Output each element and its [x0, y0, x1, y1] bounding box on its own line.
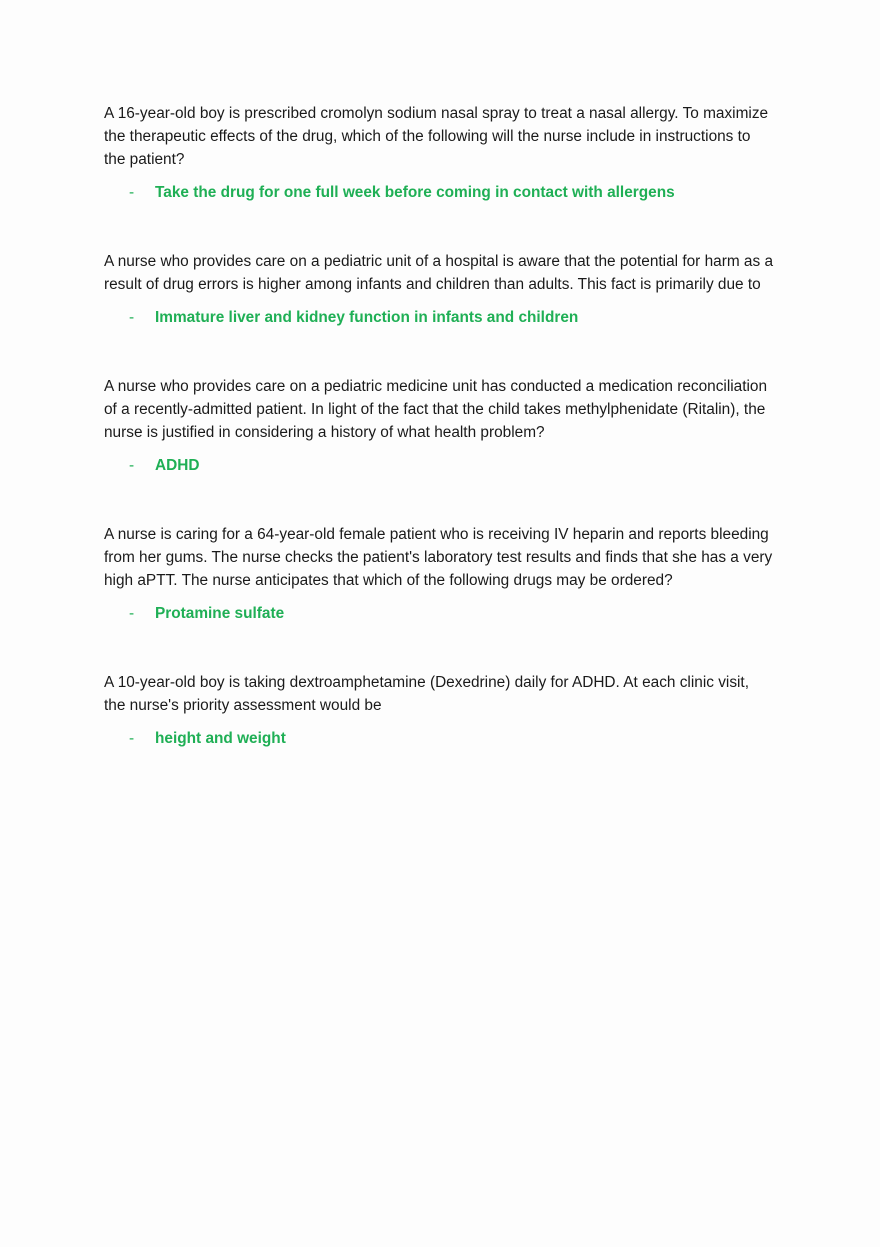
- bullet-dash: -: [129, 605, 135, 622]
- answer-line: [104, 454, 774, 477]
- question-block-3: [104, 375, 774, 477]
- answer-line: [104, 602, 774, 625]
- answer-line: [104, 181, 774, 204]
- question-text: A nurse who provides care on a pediatric medicine unit has conducted a medication reconciliation of a recently-admitted patient. In light of the fact that the child takes methylphenidate (Ritalin), the nurse is justified in considering a history of what health problem?: [104, 378, 768, 441]
- question-block-4: [104, 523, 774, 625]
- bullet-dash: -: [129, 184, 135, 201]
- answer-text: height and weight: [155, 730, 286, 747]
- answer-line: [104, 727, 774, 750]
- bullet-dash: -: [129, 730, 135, 747]
- answer-text: Immature liver and kidney function in infants and children: [155, 309, 579, 326]
- question-block-1: [104, 102, 774, 204]
- bullet-dash: -: [129, 457, 135, 474]
- question-block-5: [104, 671, 774, 750]
- answer-line: [104, 306, 774, 329]
- question-text: A nurse who provides care on a pediatric unit of a hospital is aware that the potential for harm as a result of drug errors is higher among infants and children than adults. This fact is primarily due to: [104, 253, 774, 293]
- answer-text: ADHD: [155, 457, 200, 474]
- question-text: A nurse is caring for a 64-year-old female patient who is receiving IV heparin and reports bleeding from her gums. The nurse checks the patient's laboratory test results and finds that she has a very high aPTT. The nurse anticipates that which of the following drugs may be ordered?: [104, 526, 773, 589]
- document-page: [104, 102, 774, 750]
- question-block-2: [104, 250, 774, 329]
- answer-text: Protamine sulfate: [155, 605, 285, 622]
- bullet-dash: -: [129, 309, 135, 326]
- answer-text: Take the drug for one full week before coming in contact with allergens: [155, 184, 675, 201]
- question-text: A 10-year-old boy is taking dextroamphetamine (Dexedrine) daily for ADHD. At each clinic visit, the nurse's priority assessment would be: [104, 674, 749, 714]
- question-text: A 16-year-old boy is prescribed cromolyn sodium nasal spray to treat a nasal allergy. To maximize the therapeutic effects of the drug, which of the following will the nurse include in instructions to the patient?: [104, 105, 769, 168]
